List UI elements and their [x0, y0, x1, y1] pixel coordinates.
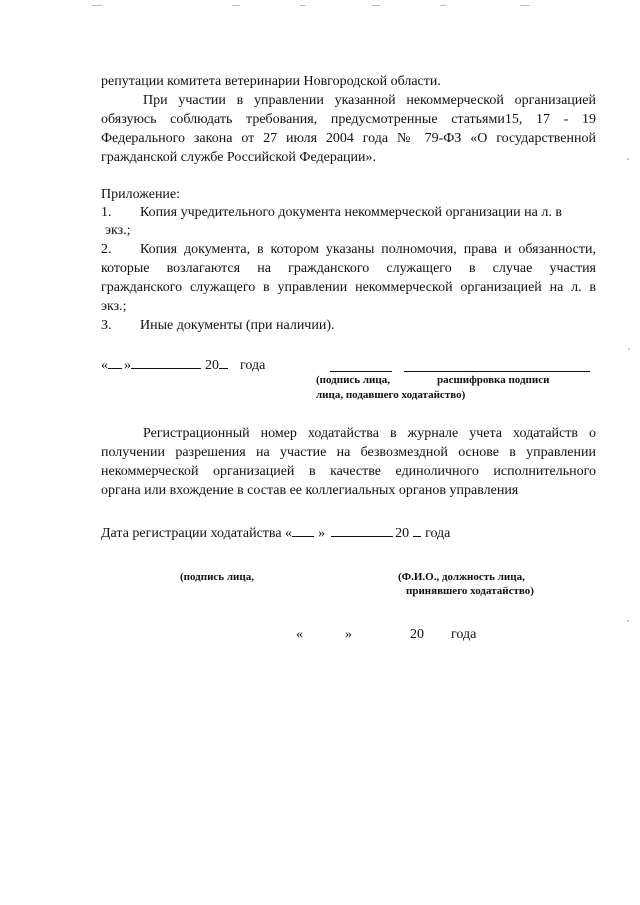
appendix-item-1-number: 1.	[101, 205, 112, 220]
obligation-line-2: обязуюсь соблюдать требования, предусмотренные статьями15, 17 - 19	[101, 112, 596, 127]
final-date-word: года	[451, 627, 477, 642]
year-prefix: 20	[205, 358, 219, 373]
final-date-open: «	[296, 627, 303, 642]
appendix-item-2-text-cont: экз.;	[101, 299, 127, 314]
quote-close: »	[124, 358, 131, 373]
quote-open: «	[101, 358, 108, 373]
receiver-fio-caption: (Ф.И.О., должность лица,	[398, 571, 525, 583]
scan-speck	[627, 158, 629, 160]
year-prefix: 20	[395, 526, 410, 541]
registration-line-3: некоммерческой организацией в качестве единоличного исполнительного	[101, 464, 596, 479]
obligation-line-4: гражданской службе Российской Федерации».	[101, 150, 377, 165]
registration-line-4: органа или вхождение в состав ее коллегиальных органов управления	[101, 483, 519, 498]
appendix-item-3-number: 3.	[101, 318, 112, 333]
scan-speck	[628, 348, 630, 350]
applicant-date-field	[101, 355, 265, 375]
appendix-item-1-text: Копия учредительного документа некоммерческой организации на л. в	[140, 205, 562, 220]
decoding-caption: расшифровка подписи	[437, 374, 550, 386]
receiver-signature-caption: (подпись лица,	[180, 571, 254, 583]
obligation-line-1: При участии в управлении указанной некоммерческой организацией	[143, 93, 596, 108]
appendix-item-2-number: 2.	[101, 242, 112, 257]
registration-line-2: получении разрешения на участие на безвозмездной основе в управлении	[101, 445, 596, 460]
appendix-heading: Приложение:	[101, 187, 181, 202]
quote-close: »	[318, 526, 326, 541]
year-word: года	[240, 358, 266, 373]
submitter-caption: лица, подавшего ходатайство)	[316, 389, 466, 401]
year-word: года	[425, 526, 451, 541]
appendix-item-1-text-cont: экз.;	[105, 223, 131, 238]
appendix-item-2-text-cont: которые возлагаются на гражданского служащего в случае участия	[101, 261, 596, 276]
obligation-line-3: Федерального закона от 27 июля 2004 года № 79-ФЗ «О государственной	[101, 131, 596, 146]
registration-date-label: Дата регистрации ходатайства «	[101, 526, 293, 541]
final-date-year: 20	[410, 627, 424, 642]
signature-line	[330, 371, 392, 372]
receiver-fio-caption-cont: принявшего ходатайство)	[406, 585, 534, 597]
final-date-close: »	[345, 627, 352, 642]
signature-caption: (подпись лица,	[316, 374, 390, 386]
signature-decoding-line	[404, 371, 590, 372]
scan-edge-artifact	[0, 0, 640, 14]
reputation-line: репутации комитета ветеринарии Новгородской области.	[101, 74, 441, 89]
appendix-item-2-text-cont: гражданского служащего в управлении некоммерческой организацией на л. в	[101, 280, 596, 295]
scan-speck	[627, 620, 629, 622]
registration-line-1: Регистрационный номер ходатайства в журнале учета ходатайств о	[143, 426, 596, 441]
appendix-item-2-text: Копия документа, в котором указаны полномочия, права и обязанности,	[140, 242, 596, 257]
appendix-item-3-text: Иные документы (при наличии).	[140, 318, 335, 333]
registration-date-field	[101, 523, 450, 543]
